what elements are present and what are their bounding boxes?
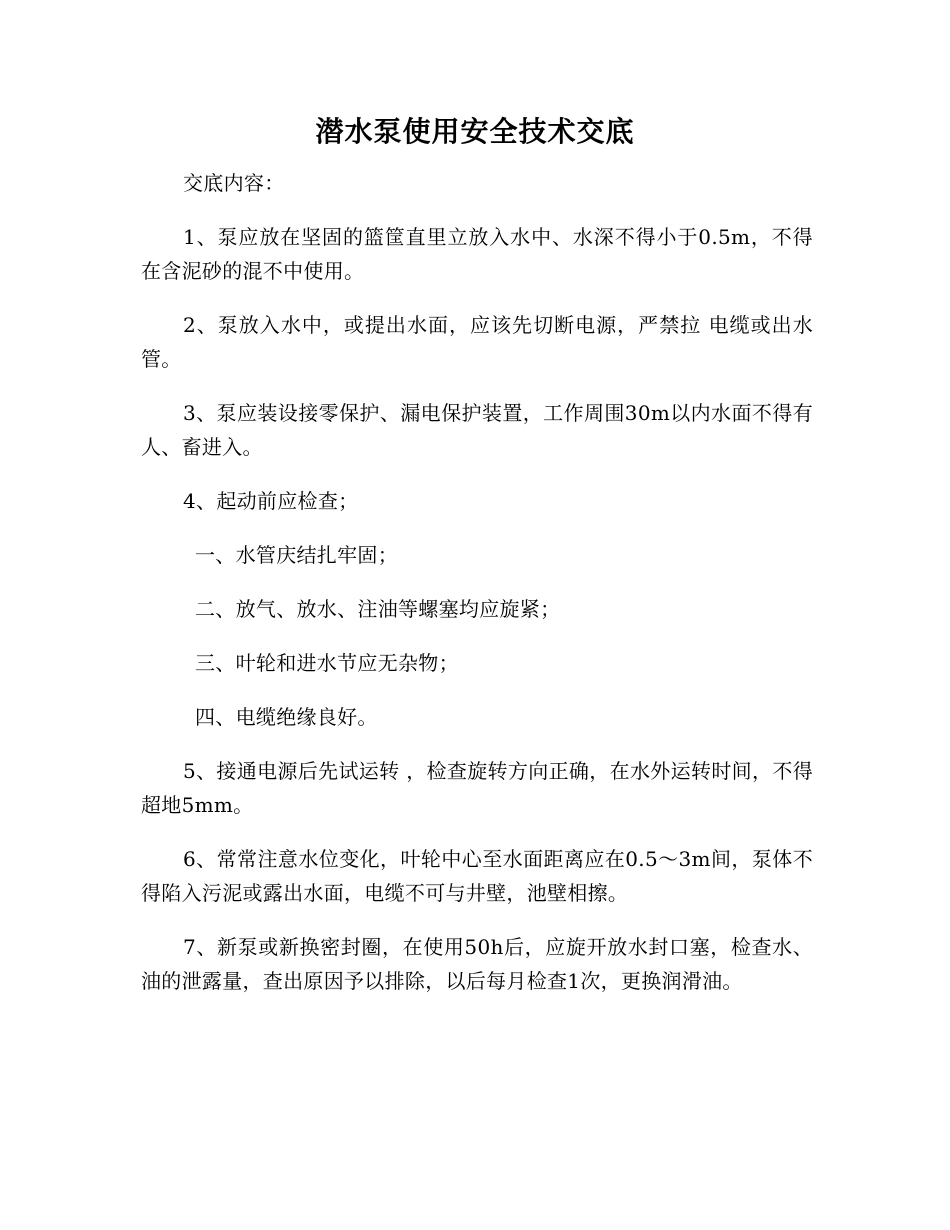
check-4: 四、电缆绝缘良好。 [195,705,378,729]
document-body [141,166,813,1018]
item-4: 4、起动前应检查； [183,489,359,513]
item-1: 1、泵应放在坚固的篮筐直里立放入水中、水深不得小于0.5m，不得在含泥砂的混不中使用。 [141,225,813,283]
check-2: 二、放气、放水、注油等螺塞均应旋紧； [195,597,561,621]
document-title: 潜水泵使用安全技术交底 [315,115,635,148]
intro-line: 交底内容： [183,171,285,195]
item-5: 5、接通电源后先试运转 ，检查旋转方向正确，在水外运转时间，不得超地5mm。 [141,759,813,817]
check-1: 一、水管庆结扎牢固； [195,543,398,567]
item-3: 3、泵应装设接零保护、漏电保护装置，工作周围30m以内水面不得有人、畜进入。 [141,401,813,459]
item-6: 6、常常注意水位变化，叶轮中心至水面距离应在0.5～3m间，泵体不得陷入污泥或露出水面，电缆不可与井壁，池壁相擦。 [141,847,813,905]
check-3: 三、叶轮和进水节应无杂物； [195,651,459,675]
item-2: 2、泵放入水中，或提出水面，应该先切断电源，严禁拉 电缆或出水管。 [141,313,813,371]
item-7: 7、新泵或新换密封圈，在使用50h后，应旋开放水封口塞，检查水、油的泄露量，查出原因予以排除，以后每月检查1次，更换润滑油。 [141,935,813,993]
